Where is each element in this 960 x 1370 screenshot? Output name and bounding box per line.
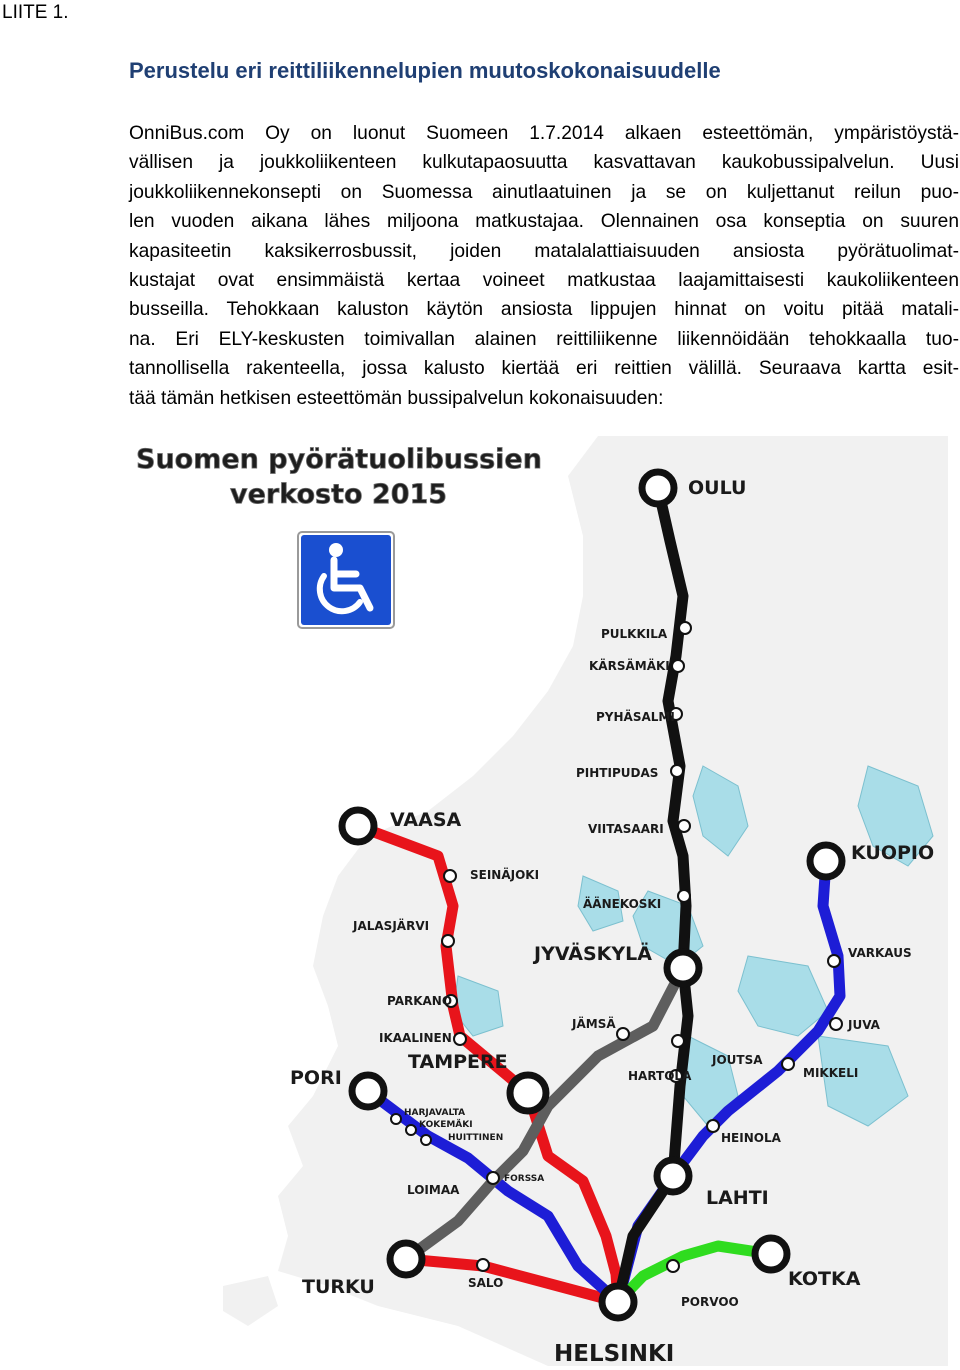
body-line: na. Eri ELY-keskusten toimivallan alainen reittiliikenne liikennöidään tehokkaalla tuo- [129, 328, 959, 350]
body-line: joukkoliikennekonsepti on Suomessa ainutlaatuinen ja se on kuljettanut reilun puo- [129, 181, 959, 203]
city-label-turku: TURKU [302, 1276, 375, 1298]
body-line: tää tämän hetkisen esteettömän bussipalvelun kokonaisuuden: [129, 387, 664, 409]
stop-marker [442, 935, 454, 947]
city-marker-kuopio [810, 845, 842, 877]
map-title-line2: verkosto 2015 [230, 479, 448, 510]
stop-marker [678, 820, 690, 832]
stop-marker [830, 1018, 842, 1030]
stop-marker [672, 1035, 684, 1047]
wheelchair-icon [298, 532, 394, 628]
stop-marker [671, 765, 683, 777]
stop-marker [828, 955, 840, 967]
route-map [128, 436, 948, 1366]
land-islet [223, 1276, 278, 1326]
stop-label-loimaa: LOIMAA [407, 1183, 460, 1197]
stop-label-seinajoki: SEINÄJOKI [470, 868, 540, 882]
stop-marker [487, 1172, 499, 1184]
stop-marker [444, 870, 456, 882]
stop-label-pihtipudas: PIHTIPUDAS [576, 766, 659, 780]
stop-marker [454, 1033, 466, 1045]
body-line: kustajat ovat ensimmäistä kertaa voineet matkustaa laajamittaisesti kaukoliikenteen [129, 269, 959, 291]
stop-marker [782, 1058, 794, 1070]
city-marker-pori [352, 1075, 384, 1107]
city-marker-helsinki [602, 1286, 634, 1318]
stop-label-pulkkila: PULKKILA [601, 627, 668, 641]
stop-label-karsamaki: KÄRSÄMÄKI [589, 659, 670, 673]
city-label-tampere: TAMPERE [408, 1051, 508, 1073]
stop-marker [672, 660, 684, 672]
stop-label-hartola: HARTOLA [628, 1069, 692, 1083]
city-label-vaasa: VAASA [390, 809, 462, 831]
appendix-label: LIITE 1. [2, 2, 69, 23]
body-line: kapasiteetin kaksikerrosbussit, joiden matalalattiaisuuden ansiosta pyörätuolimat- [129, 240, 959, 262]
city-label-jyvaskyla: JYVÄSKYLÄ [534, 943, 652, 965]
stop-label-viitasaari: VIITASAARI [588, 822, 664, 836]
city-marker-lahti [657, 1160, 689, 1192]
stop-marker [421, 1135, 431, 1145]
city-marker-turku [390, 1243, 422, 1275]
stop-label-pyhasalmi: PYHÄSALMI [596, 710, 675, 724]
body-line: OnniBus.com Oy on luonut Suomeen 1.7.2014 alkaen esteettömän, ympäristöystä- [129, 123, 959, 144]
stop-label-parkano: PARKANO [387, 994, 453, 1008]
stop-label-forssa: FORSSA [504, 1174, 545, 1184]
stop-label-aanekoski: ÄÄNEKOSKI [583, 897, 662, 911]
city-marker-oulu [642, 472, 674, 504]
city-marker-kotka [755, 1238, 787, 1270]
stop-label-jamsa: JÄMSÄ [572, 1017, 616, 1031]
stop-marker [678, 890, 690, 902]
city-label-kuopio: KUOPIO [851, 842, 935, 864]
city-label-helsinki: HELSINKI [554, 1341, 675, 1366]
stop-label-mikkeli: MIKKELI [803, 1066, 859, 1080]
map-title-line1: Suomen pyörätuolibussien [136, 444, 542, 475]
city-marker-vaasa [342, 810, 374, 842]
stop-label-varkaus: VARKAUS [848, 946, 912, 960]
stop-marker [477, 1259, 489, 1271]
stop-label-ikaalinen: IKAALINEN [379, 1031, 452, 1045]
stop-marker [617, 1028, 629, 1040]
stop-marker [391, 1114, 401, 1124]
city-label-pori: PORI [290, 1067, 342, 1089]
city-label-oulu: OULU [688, 477, 747, 499]
stop-marker [406, 1125, 416, 1135]
body-line: tannollisella rakenteella, jossa kalusto kiertää eri reittien välillä. Seuraava kartta esit- [129, 358, 959, 380]
body-paragraph [129, 119, 959, 413]
stop-label-salo: SALO [468, 1276, 504, 1290]
stop-marker [679, 622, 691, 634]
city-marker-jyvaskyla [667, 952, 699, 984]
stop-label-juva: JUVA [848, 1018, 880, 1032]
body-line: len vuoden aikana lähes miljoona matkustajaa. Olennainen osa konseptia on suuren [129, 211, 959, 233]
stop-marker [707, 1120, 719, 1132]
city-label-kotka: KOTKA [788, 1268, 861, 1290]
body-line: busseilla. Tehokkaan kaluston käytön ansiosta lippujen hinnat on voitu pitää matali- [129, 299, 959, 321]
stop-marker [667, 1260, 679, 1272]
route-map-svg [128, 436, 948, 1366]
page-title: Perustelu eri reittiliikennelupien muutoskokonaisuudelle [129, 58, 721, 83]
stop-label-jalasjarvi: JALASJÄRVI [353, 919, 430, 933]
stop-label-huittinen: HUITTINEN [448, 1133, 504, 1143]
body-line: vällisen ja joukkoliikenteen kulkutapaosuutta kasvattavan kaukobussipalvelun. Uusi [129, 152, 959, 174]
city-label-lahti: LAHTI [706, 1187, 769, 1209]
stop-label-harjavalta: HARJAVALTA [404, 1108, 466, 1118]
city-marker-tampere [510, 1075, 546, 1111]
stop-label-porvoo: PORVOO [681, 1295, 739, 1309]
stop-label-joutsa: JOUTSA [712, 1053, 763, 1067]
stop-label-heinola: HEINOLA [721, 1131, 781, 1145]
stop-label-kokemaki: KOKEMÄKI [419, 1120, 473, 1130]
